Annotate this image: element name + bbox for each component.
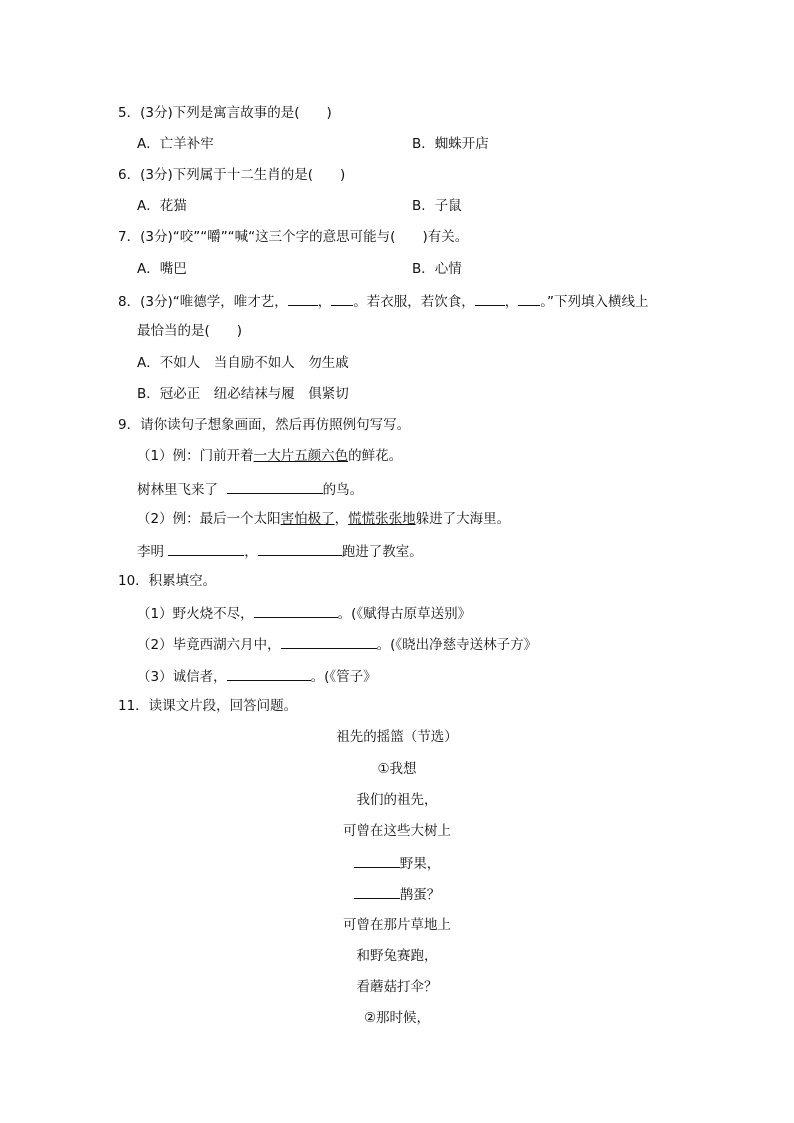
q10-i1-pre: （1）野火烧不尽， [137,606,254,622]
passage-title: 祖先的摇篮（节选） [336,729,458,745]
question-8-option-a: A．不如人 当自励不如人 勿生戚 [137,355,349,371]
q9-ex2-mid: ， [334,511,349,527]
q10-blank-2[interactable] [281,634,377,649]
q9-ex2-underlined-2: 慌慌张张地 [348,511,416,527]
poem-line-8: 看蘑菇打伞？ [356,979,438,995]
q10-i2-post: 。(《晓出净慈寺送林子方》 [376,637,538,653]
question-6-option-b: B．子鼠 [412,198,462,214]
question-8-stem-line2: 最恰当的是( ) [137,323,243,339]
q8-blank-4[interactable] [518,291,540,306]
poem-line-4 [0,853,794,873]
poem-blank-2[interactable] [354,884,400,899]
question-7-option-b: B．心情 [412,261,462,277]
q8-blank-1[interactable] [288,291,318,306]
q10-blank-3[interactable] [227,666,311,681]
q9-ex2-post: 躲进了大海里。 [415,511,511,527]
q10-blank-1[interactable] [254,603,338,618]
q9-ex1-pre: （1）例：门前开着 [137,448,254,464]
question-8-stem [118,291,648,311]
q9-example-2 [137,510,510,528]
q9-ex2-pre: （2）例：最后一个太阳 [137,511,281,527]
question-11-stem: 11．读课文片段，回答问题。 [118,698,298,714]
q9-fill-2 [137,541,423,561]
question-9-stem: 9．请你读句子想象画面，然后再仿照例句写写。 [118,417,411,433]
question-5-option-b: B．蜘蛛开店 [412,136,489,152]
q10-item-2 [137,634,537,654]
q9-fill1-pre: 树林里飞来了 [137,482,218,498]
question-7-option-a: A．嘴巴 [137,261,187,277]
question-6-option-a: A．花猫 [137,198,187,214]
q8-text-2: ， [317,294,332,310]
q10-item-3 [137,666,377,686]
poem-line-2: 我们的祖先， [356,792,438,808]
q8-text-5: 。”下列填入横线上 [540,294,649,310]
q9-fill2-pre: 李明 [137,544,164,560]
q10-i3-pre: （3）诚信者， [137,669,227,685]
question-6-stem: 6．(3分)下列属于十二生肖的是( ) [118,167,346,183]
q8-blank-2[interactable] [331,291,353,306]
q9-blank-2[interactable] [168,541,244,556]
q9-example-1 [137,447,402,465]
q10-i3-post: 。(《管子》 [310,669,377,685]
question-10-stem: 10．积累填空。 [118,573,217,589]
question-8-option-b: B．冠必正 纽必结袜与履 俱紧切 [137,386,349,402]
q10-i2-pre: （2）毕竟西湖六月中， [137,637,281,653]
poem-line-1: ①我想 [377,761,417,777]
q8-blank-3[interactable] [475,291,505,306]
q9-fill2-mid: ， [244,544,258,560]
poem-line-4-text: 野果， [399,856,441,872]
q8-text-3: 。若衣服，若饮食， [353,294,475,310]
question-7-stem: 7．(3分)“咬”“嚼”“喊“这三个字的意思可能与( )有关。 [118,229,469,245]
q9-fill1-post: 的鸟。 [322,482,364,498]
q9-fill-1 [137,479,363,499]
poem-line-5 [0,884,794,904]
q9-fill2-post: 跑进了教室。 [341,544,423,560]
q9-blank-1[interactable] [227,479,323,494]
q10-item-1 [137,603,471,623]
q9-ex2-underlined-1: 害怕极了 [280,511,335,527]
q8-text-1: 8．(3分)“唯德学，唯才艺， [118,294,288,310]
q8-text-4: ， [504,294,519,310]
question-5-option-a: A．亡羊补牢 [137,136,214,152]
q9-ex1-underlined: 一大片五颜六色 [253,448,349,464]
poem-blank-1[interactable] [354,853,400,868]
q9-blank-3[interactable] [258,541,342,556]
poem-line-5-text: 鹊蛋？ [399,887,441,903]
poem-line-9: ②那时候， [363,1010,431,1026]
q9-ex1-post: 的鲜花。 [348,448,403,464]
poem-line-7: 和野兔赛跑， [356,948,438,964]
q10-i1-post: 。(《赋得古原草送别》 [337,606,472,622]
poem-line-6: 可曾在那片草地上 [343,917,451,933]
question-5-stem: 5．(3分)下列是寓言故事的是( ) [118,105,332,121]
poem-line-3: 可曾在这些大树上 [343,823,451,839]
